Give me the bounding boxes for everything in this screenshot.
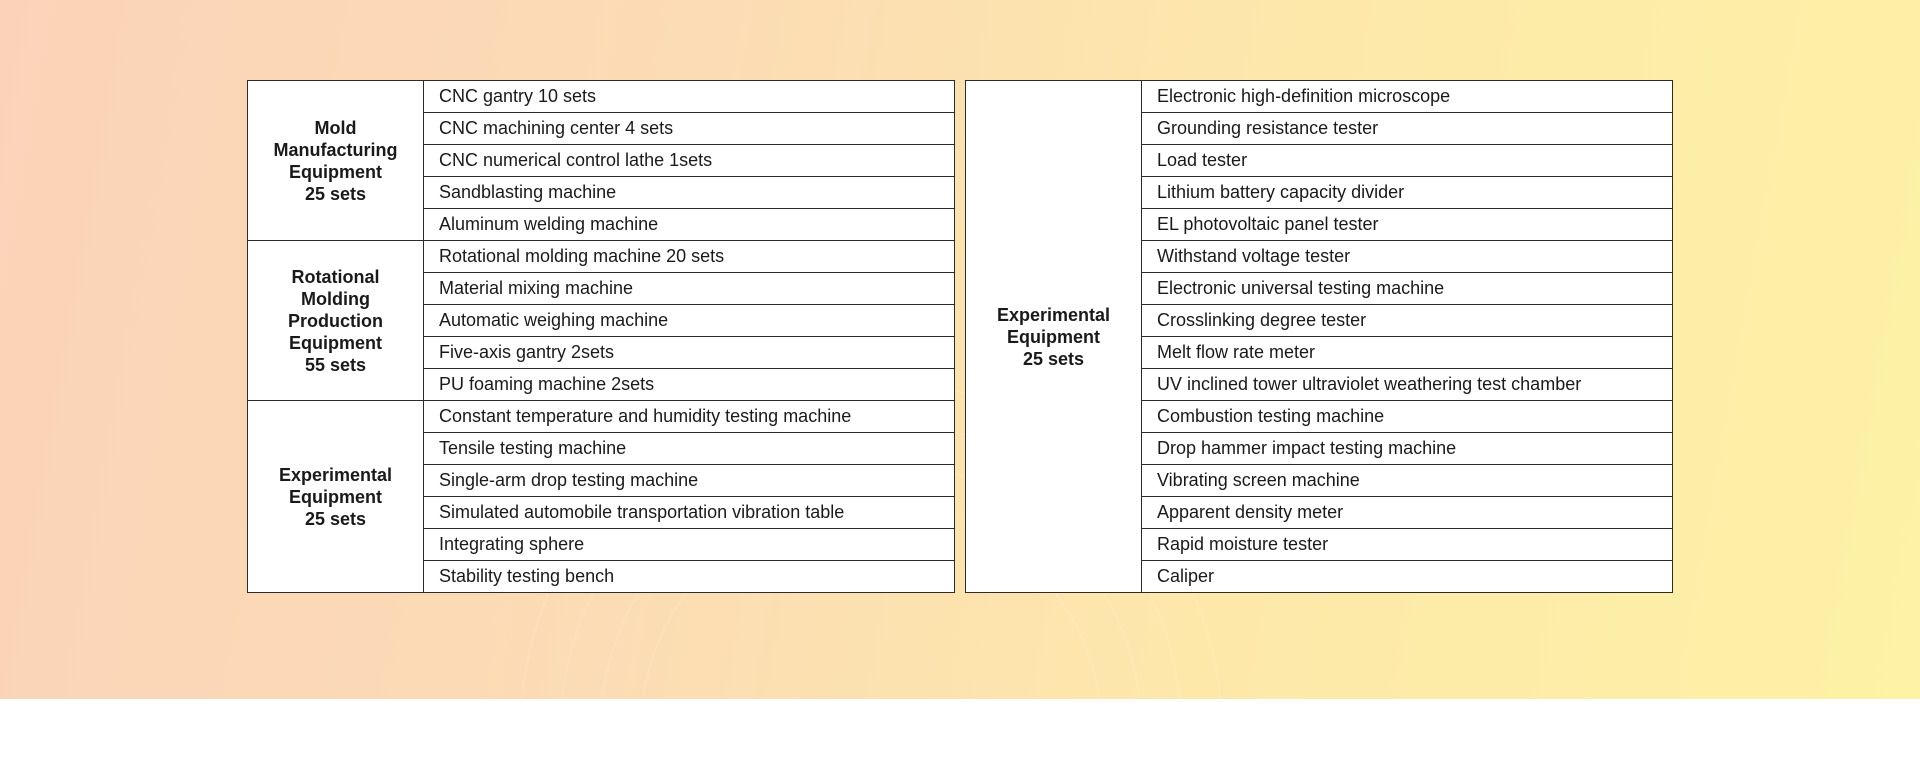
equipment-item: Automatic weighing machine [424, 305, 955, 337]
category-label-line: Mold [314, 117, 357, 138]
equipment-item: Electronic universal testing machine [1142, 273, 1673, 305]
equipment-item: CNC gantry 10 sets [424, 81, 955, 113]
equipment-item: CNC machining center 4 sets [424, 113, 955, 145]
equipment-item: Integrating sphere [424, 529, 955, 561]
equipment-table-right [965, 80, 1673, 593]
equipment-item: Sandblasting machine [424, 177, 955, 209]
equipment-item: Lithium battery capacity divider [1142, 177, 1673, 209]
table-row [966, 81, 1673, 113]
category-label-line: Equipment [289, 332, 382, 353]
equipment-item: Five-axis gantry 2sets [424, 337, 955, 369]
equipment-item: Tensile testing machine [424, 433, 955, 465]
category-label-line: Molding [301, 288, 370, 309]
equipment-item: Aluminum welding machine [424, 209, 955, 241]
equipment-item: Simulated automobile transportation vibration table [424, 497, 955, 529]
equipment-item: Caliper [1142, 561, 1673, 593]
category-cell [966, 81, 1142, 593]
equipment-item: Electronic high-definition microscope [1142, 81, 1673, 113]
equipment-item: Combustion testing machine [1142, 401, 1673, 433]
equipment-item: Rapid moisture tester [1142, 529, 1673, 561]
category-label-line: 25 sets [1022, 348, 1085, 369]
equipment-item: EL photovoltaic panel tester [1142, 209, 1673, 241]
category-label-line: Experimental [996, 304, 1111, 325]
category-label-line: Equipment [289, 161, 382, 182]
equipment-item: Single-arm drop testing machine [424, 465, 955, 497]
category-label-line: Experimental [278, 464, 393, 485]
equipment-item: Melt flow rate meter [1142, 337, 1673, 369]
equipment-item: CNC numerical control lathe 1sets [424, 145, 955, 177]
equipment-item: Constant temperature and humidity testing machine [424, 401, 955, 433]
category-label-line: 55 sets [304, 354, 367, 375]
category-cell [248, 81, 424, 241]
category-label-line: Manufacturing [273, 139, 398, 160]
equipment-item: Material mixing machine [424, 273, 955, 305]
category-label-line: 25 sets [304, 183, 367, 204]
equipment-item: Rotational molding machine 20 sets [424, 241, 955, 273]
equipment-item: PU foaming machine 2sets [424, 369, 955, 401]
table-row [248, 241, 955, 273]
equipment-table-left [247, 80, 955, 593]
equipment-item: Apparent density meter [1142, 497, 1673, 529]
category-label-line: Equipment [289, 486, 382, 507]
equipment-item: Withstand voltage tester [1142, 241, 1673, 273]
equipment-item: UV inclined tower ultraviolet weathering test chamber [1142, 369, 1673, 401]
equipment-item: Stability testing bench [424, 561, 955, 593]
category-label-line: Equipment [1007, 326, 1100, 347]
category-cell [248, 401, 424, 593]
equipment-item: Grounding resistance tester [1142, 113, 1673, 145]
category-label-line: Rotational [291, 266, 380, 287]
category-cell [248, 241, 424, 401]
equipment-item: Load tester [1142, 145, 1673, 177]
category-label-line: 25 sets [304, 508, 367, 529]
equipment-item: Vibrating screen machine [1142, 465, 1673, 497]
table-row [248, 81, 955, 113]
equipment-item: Crosslinking degree tester [1142, 305, 1673, 337]
category-label-line: Production [288, 310, 383, 331]
equipment-item: Drop hammer impact testing machine [1142, 433, 1673, 465]
table-row [248, 401, 955, 433]
